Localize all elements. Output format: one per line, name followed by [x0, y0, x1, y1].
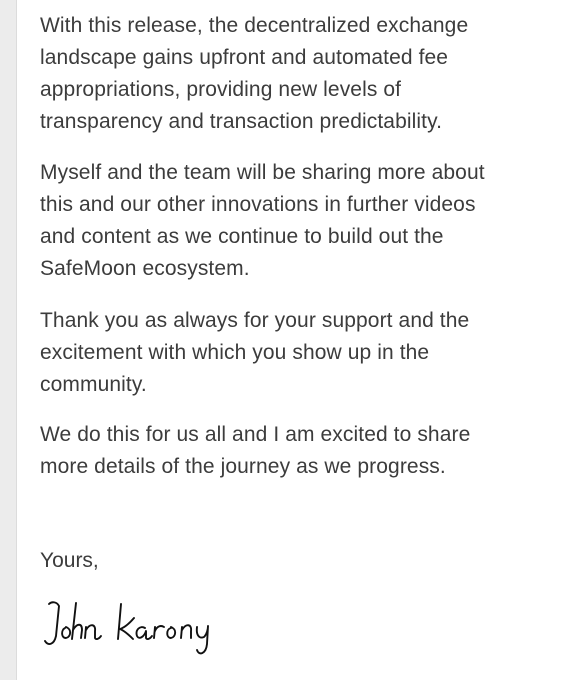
- handwritten-signature: [39, 592, 249, 662]
- text-line: more details of the journey as we progress.: [40, 455, 446, 478]
- closing-salutation: Yours,: [40, 549, 99, 572]
- text-line: excitement with which you show up in the: [40, 341, 430, 364]
- text-line: transparency and transaction predictability.: [40, 110, 443, 133]
- text-line: We do this for us all and I am excited to share: [40, 423, 471, 446]
- paragraph-thank-you: [40, 305, 570, 401]
- text-line: community.: [40, 373, 147, 396]
- text-line: this and our other innovations in further videos: [40, 193, 476, 216]
- paragraph-team-sharing: [40, 157, 570, 285]
- text-line: SafeMoon ecosystem.: [40, 257, 250, 280]
- paragraph-release-announcement: [40, 10, 570, 138]
- text-line: With this release, the decentralized exchange: [40, 14, 469, 37]
- text-line: Myself and the team will be sharing more about: [40, 161, 485, 184]
- text-line: and content as we continue to build out the: [40, 225, 444, 248]
- text-line: appropriations, providing new levels of: [40, 78, 402, 101]
- paragraph-progress: [40, 419, 570, 483]
- text-line: landscape gains upfront and automated fee: [40, 46, 449, 69]
- letter-page: [16, 0, 586, 680]
- text-line: Thank you as always for your support and the: [40, 309, 470, 332]
